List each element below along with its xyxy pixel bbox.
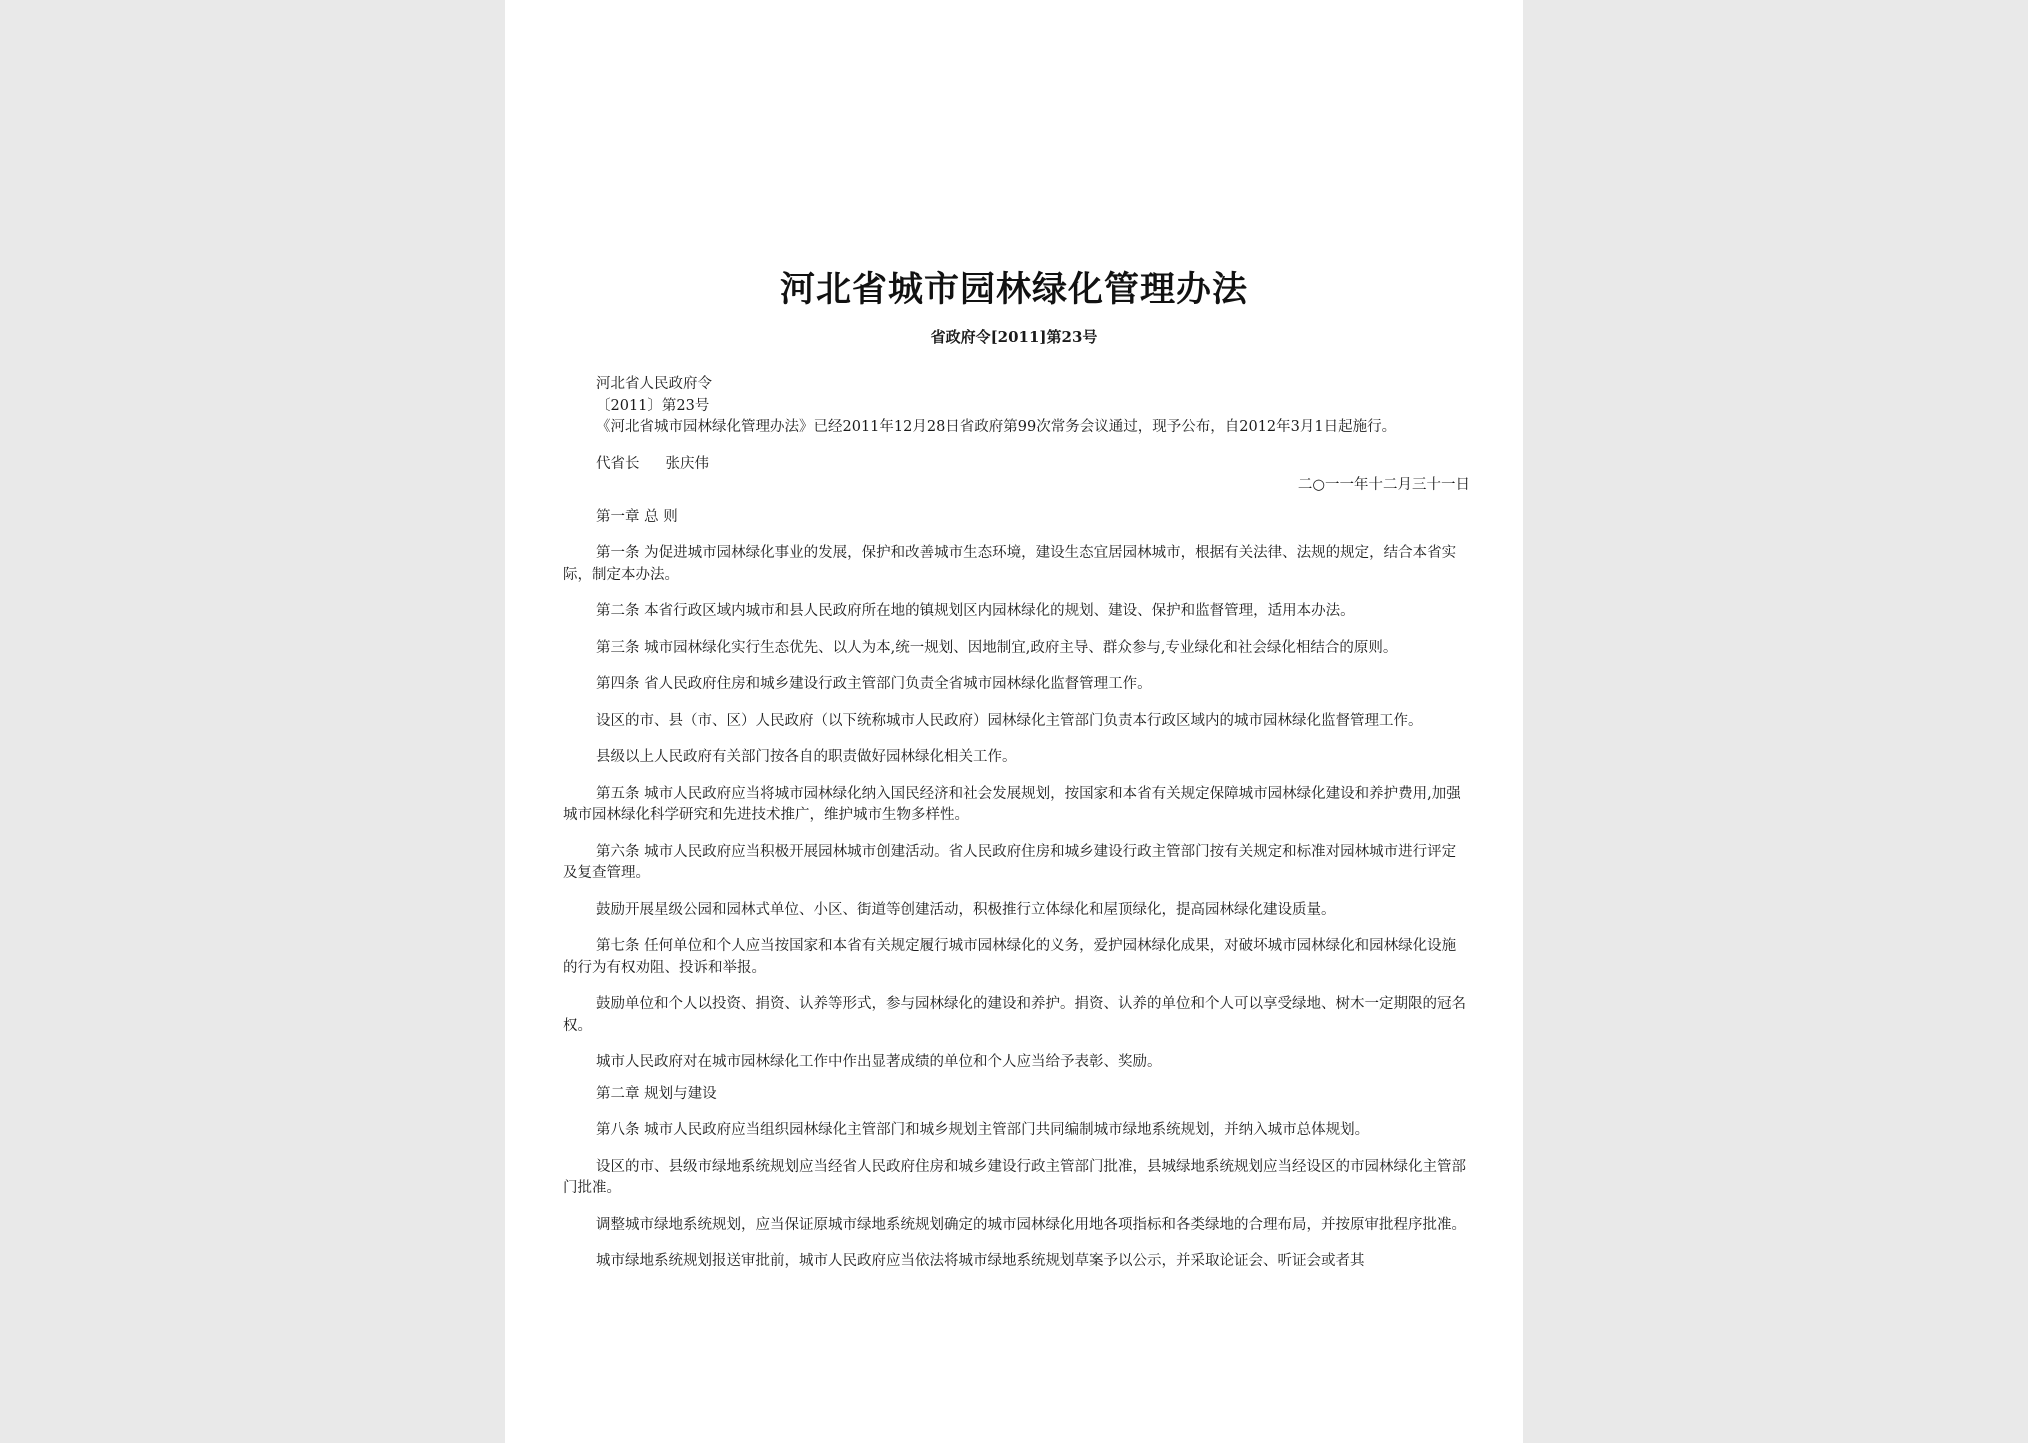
article-paragraph: 第五条 城市人民政府应当将城市园林绿化纳入国民经济和社会发展规划，按国家和本省有关规定保障城市园林绿化建设和养护费用,加强城市园林绿化科学研究和先进技术推广，维护城市生物多样性。 <box>563 785 1461 823</box>
article-paragraph: 城市人民政府对在城市园林绿化工作中作出显著成绩的单位和个人应当给予表彰、奖励。 <box>596 1054 1162 1070</box>
order-number: 省政府令[2011]第23号 <box>930 328 1098 346</box>
article-paragraph: 设区的市、县（市、区）人民政府（以下统称城市人民政府）园林绿化主管部门负责本行政区域内的城市园林绿化监督管理工作。 <box>596 712 1423 729</box>
issuer-line: 河北省人民政府令 <box>596 376 712 392</box>
article-paragraph: 第七条 任何单位和个人应当按国家和本省有关规定履行城市园林绿化的义务，爱护园林绿化成果，对破坏城市园林绿化和园林绿化设施的行为有权劝阻、投诉和举报。 <box>563 938 1457 976</box>
article-paragraph: 鼓励开展星级公园和园林式单位、小区、街道等创建活动，积极推行立体绿化和屋顶绿化，提高园林绿化建设质量。 <box>596 901 1336 918</box>
chapter-heading: 第一章 总 则 <box>596 508 678 525</box>
article-paragraph: 第一条 为促进城市园林绿化事业的发展，保护和改善城市生态环境，建设生态宜居园林城市，根据有关法律、法规的规定，结合本省实际，制定本办法。 <box>563 545 1457 583</box>
article-paragraph: 县级以上人民政府有关部门按各自的职责做好园林绿化相关工作。 <box>596 749 1017 765</box>
decree-number: 〔2011〕第23号 <box>596 397 710 414</box>
article-paragraph: 第四条 省人民政府住房和城乡建设行政主管部门负责全省城市园林绿化监督管理工作。 <box>596 676 1152 692</box>
signer-name: 张庆伟 <box>665 455 709 472</box>
announcement-text: 《河北省城市园林绿化管理办法》已经2011年12月28日省政府第99次常务会议通过，现予公布，自2012年3月1日起施行。 <box>596 419 1397 435</box>
article-paragraph: 设区的市、县级市绿地系统规划应当经省人民政府住房和城乡建设行政主管部门批准，县城绿地系统规划应当经设区的市园林绿化主管部门批准。 <box>563 1158 1466 1196</box>
document-page <box>505 0 1523 1443</box>
signature-line <box>563 454 1470 476</box>
signer-title: 代省长 <box>596 455 640 472</box>
article-paragraph: 鼓励单位和个人以投资、捐资、认养等形式，参与园林绿化的建设和养护。捐资、认养的单位和个人可以享受绿地、树木一定期限的冠名权。 <box>563 996 1466 1034</box>
document-body <box>563 374 1470 1273</box>
article-paragraph: 第二条 本省行政区域内城市和县人民政府所在地的镇规划区内园林绿化的规划、建设、保护和监督管理，适用本办法。 <box>596 603 1355 619</box>
chapter-heading: 第二章 规划与建设 <box>596 1085 717 1102</box>
article-paragraph: 第六条 城市人民政府应当积极开展园林城市创建活动。省人民政府住房和城乡建设行政主管部门按有关规定和标准对园林城市进行评定及复查管理。 <box>563 843 1457 881</box>
article-paragraph: 第八条 城市人民政府应当组织园林绿化主管部门和城乡规划主管部门共同编制城市绿地系统规划，并纳入城市总体规划。 <box>596 1122 1370 1138</box>
article-paragraph: 调整城市绿地系统规划，应当保证原城市绿地系统规划确定的城市园林绿化用地各项指标和各类绿地的合理布局，并按原审批程序批准。 <box>596 1216 1466 1233</box>
document-title: 河北省城市园林绿化管理办法 <box>779 269 1248 310</box>
issue-date: 二○一一年十二月三十一日 <box>1297 477 1470 493</box>
article-paragraph: 第三条 城市园林绿化实行生态优先、以人为本,统一规划、因地制宜,政府主导、群众参与,专业绿化和社会绿化相结合的原则。 <box>596 639 1398 656</box>
article-paragraph: 城市绿地系统规划报送审批前，城市人民政府应当依法将城市绿地系统规划草案予以公示，并采取论证会、听证会或者其 <box>596 1253 1365 1269</box>
